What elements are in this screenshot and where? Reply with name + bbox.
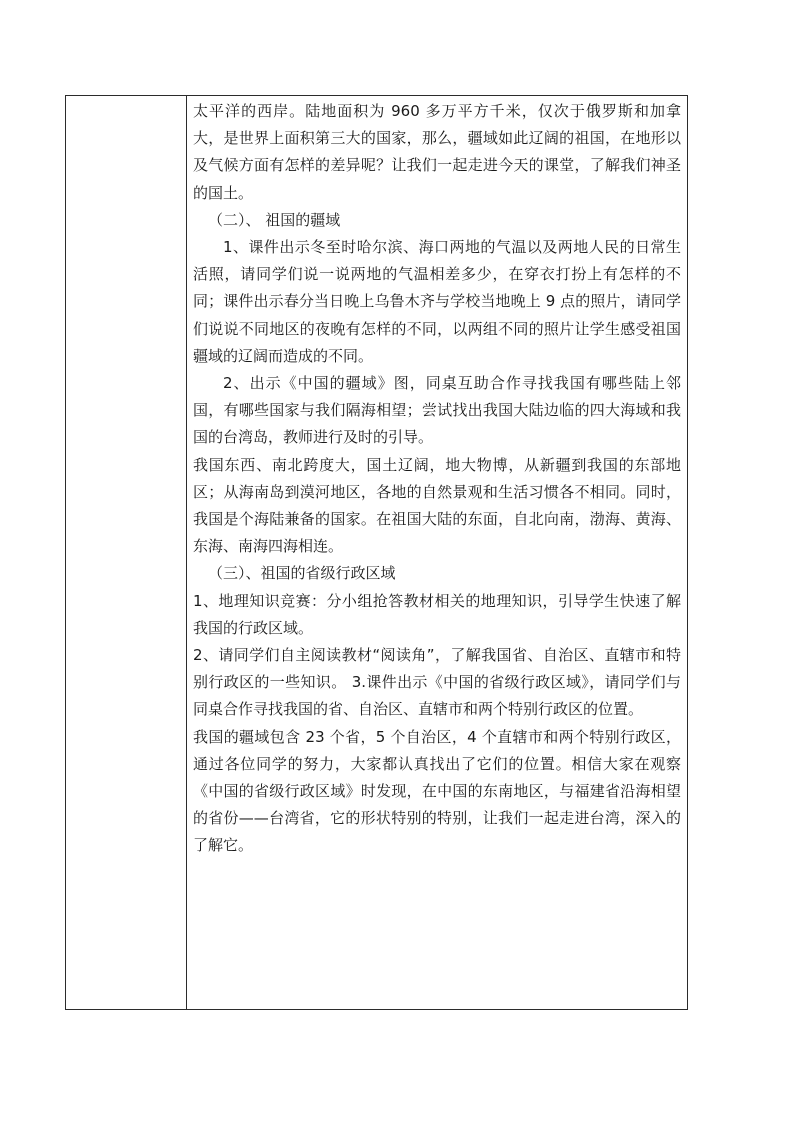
activity-2-paragraph: 2、出示《中国的疆域》图，同桌互助合作寻找我国有哪些陆上邻国，有哪些国家与我们隔海相望；尝试找出我国大陆边临的四大海域和我国的台湾岛，教师进行及时的引导。 xyxy=(193,374,681,447)
section-heading-territory: （二）、 祖国的疆域 xyxy=(208,210,341,229)
section-heading-provinces: （三）、祖国的省级行政区域 xyxy=(208,564,396,583)
territory-summary-paragraph: 我国东西、南北跨度大，国土辽阔，地大物博，从新疆到我国的东部地区；从海南岛到漠河地区，各地的自然景观和生活习惯各不相同。同时，我国是个海陆兼备的国家。在祖国大陆的东面，自北向南，渤海、黄海、东海、南海四海相连。 xyxy=(193,455,681,556)
activity-1-paragraph: 1、课件出示冬至时哈尔滨、海口两地的气温以及两地人民的日常生活照，请同学们说一说两地的气温相差多少，在穿衣打扮上有怎样的不同；课件出示春分当日晚上乌鲁木齐与学校当地晚上 9 点的照片，请同学们说说不同地区的夜晚有怎样的不同，以两组不同的照片让学生感受祖国疆域的辽阔而造成的不同。 xyxy=(193,238,681,365)
provinces-summary-paragraph: 我国的疆域包含 23 个省，5 个自治区，4 个直辖市和两个特别行政区，通过各位同学的努力，大家都认真找出了它们的位置。相信大家在观察《中国的省级行政区域》时发现，在中国的东南地区，与福建省沿海相望的省份——台湾省，它的形状特别的特别，让我们一起走进台湾，深入的了解它。 xyxy=(193,727,681,855)
section-label-cell xyxy=(66,96,187,1009)
lesson-content-cell xyxy=(187,96,687,1009)
quiz-paragraph: 1、地理知识竞赛：分小组抢答教材相关的地理知识，引导学生快速了解我国的行政区域。 xyxy=(193,591,681,637)
reading-paragraph: 2、请同学们自主阅读教材“阅读角”，了解我国省、自治区、直辖市和特别行政区的一些知识。 3.课件出示《中国的省级行政区域》，请同学们与同桌合作寻找我国的省、自治区、直辖市和两个特别行政区的位置。 xyxy=(193,646,681,719)
lesson-table xyxy=(65,95,688,1010)
intro-paragraph: 太平洋的西岸。陆地面积为 960 多万平方千米，仅次于俄罗斯和加拿大，是世界上面积第三大的国家，那么，疆域如此辽阔的祖国，在地形以及气候方面有怎样的差异呢？让我们一起走进今天的课堂，了解我们神圣的国土。 xyxy=(193,102,681,202)
